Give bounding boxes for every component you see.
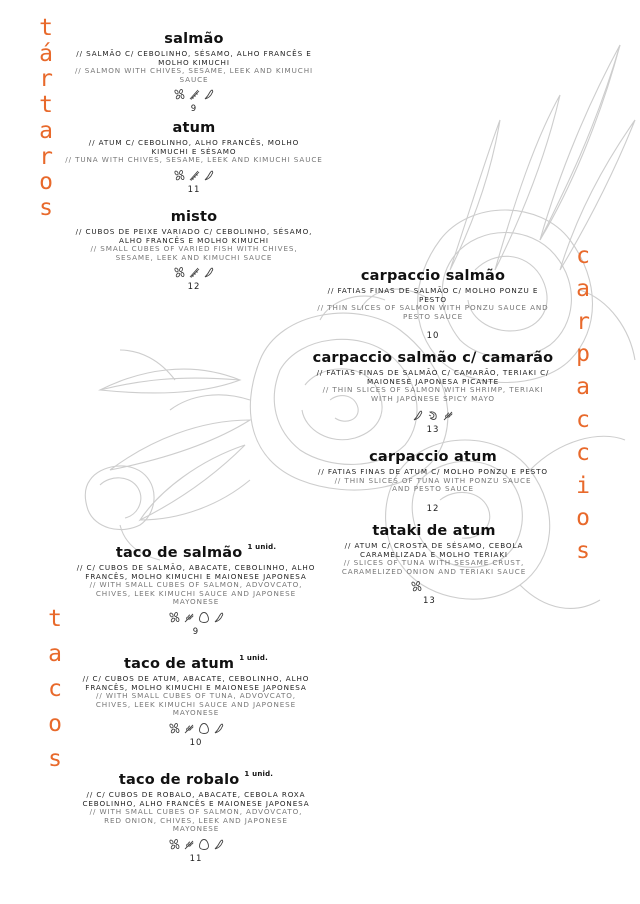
title-letter: a bbox=[576, 374, 590, 401]
section-title-carpaccios bbox=[570, 240, 596, 568]
item-name: carpaccio salmão c/ camarão bbox=[312, 350, 554, 366]
item-unit: 1 unid. bbox=[247, 543, 277, 551]
section-title-tartaros bbox=[33, 16, 59, 222]
menu-item-tartaro-misto bbox=[64, 209, 324, 292]
menu-item-taco-robalo bbox=[72, 766, 320, 864]
chili-icon bbox=[203, 169, 215, 181]
sesame-icon bbox=[173, 266, 185, 278]
title-letter: c bbox=[576, 406, 590, 433]
title-letter: t bbox=[39, 92, 53, 119]
item-unit: 1 unid. bbox=[239, 654, 268, 662]
item-description-en: // TUNA WITH CHIVES, SESAME, LEEK AND KIMUCHI SAUCE bbox=[65, 155, 323, 165]
item-description-pt: // FATIAS FINAS DE SALMÃO C/ CAMARÃO, TERIAKI C/ MAIONESE JAPONESA PICANTE bbox=[316, 368, 550, 386]
menu-item-taco-atum bbox=[72, 650, 320, 748]
item-price: 13 bbox=[426, 425, 440, 436]
title-letter: p bbox=[576, 341, 590, 368]
item-description-en: // THIN SLICES OF SALMON WITH SHRIMP, TERIAKI WITH JAPONESE SPICY MAYO bbox=[322, 385, 544, 403]
leek-icon bbox=[188, 169, 200, 181]
shrimp-icon bbox=[427, 409, 439, 421]
item-price: 10 bbox=[189, 737, 203, 748]
item-description-en: // SALMON WITH CHIVES, SESAME, LEEK AND KIMUCHI SAUCE bbox=[74, 66, 314, 84]
sesame-icon bbox=[410, 580, 422, 592]
item-price: 12 bbox=[187, 282, 201, 293]
item-name-text: taco de robalo bbox=[118, 772, 240, 788]
item-name: atum bbox=[172, 120, 216, 136]
title-letter: c bbox=[576, 243, 590, 269]
item-name bbox=[72, 766, 320, 789]
title-letter: r bbox=[39, 143, 53, 170]
title-letter: o bbox=[576, 505, 590, 532]
title-letter: o bbox=[39, 169, 53, 196]
menu-item-carpaccio-atum bbox=[306, 449, 560, 514]
egg-icon bbox=[198, 611, 210, 623]
title-letter: o bbox=[48, 711, 62, 737]
chili-icon bbox=[203, 88, 215, 100]
menu-item-tartaro-salmao bbox=[64, 31, 324, 114]
leek-icon bbox=[188, 266, 200, 278]
item-description-pt: // FATIAS FINAS DE SALMÃO C/ MOLHO PONZU E PESTO bbox=[327, 286, 539, 304]
item-description-pt: // FATIAS FINAS DE ATUM C/ MOLHO PONZU E PESTO bbox=[318, 467, 548, 476]
section-title-tacos bbox=[42, 602, 68, 777]
item-description-pt: // ATUM C/ CROSTA DE SÉSAMO, CEBOLA CARAMELIZADA E MOLHO TERIAKI bbox=[344, 541, 524, 559]
item-name: tataki de atum bbox=[372, 523, 496, 539]
sesame-icon bbox=[168, 838, 180, 850]
item-name-text: taco de salmão bbox=[115, 545, 243, 561]
allergen-icons bbox=[64, 88, 324, 100]
item-description-en: // WITH SMALL CUBES OF SALMON, ADVOVCATO, CHIVES, LEEK KIMUCHI SAUCE AND JAPONESE MAYONESE bbox=[89, 580, 303, 607]
item-name: salmão bbox=[164, 31, 224, 47]
title-letter: s bbox=[48, 746, 62, 772]
item-name: misto bbox=[170, 209, 218, 225]
item-price: 10 bbox=[426, 331, 440, 342]
item-name-text: taco de atum bbox=[124, 656, 235, 672]
title-letter: a bbox=[39, 117, 53, 144]
allergen-icons bbox=[72, 611, 320, 623]
title-letter: a bbox=[48, 641, 62, 667]
item-unit: 1 unid. bbox=[244, 770, 274, 778]
title-letter: r bbox=[39, 66, 53, 93]
herb-icon bbox=[183, 611, 195, 623]
chili-icon bbox=[213, 722, 225, 734]
item-description-pt: // C/ CUBOS DE ROBALO, ABACATE, CEBOLA ROXA CEBOLINHO, ALHO FRANCÊS E MAIONESE JAPONESA bbox=[82, 790, 310, 808]
chili-icon bbox=[213, 838, 225, 850]
item-description-pt: // C/ CUBOS DE SALMÃO, ABACATE, CEBOLINHO, ALHO FRANCÊS, MOLHO KIMUCHI E MAIONESE JAPONESA bbox=[76, 563, 316, 581]
chili-icon bbox=[213, 611, 225, 623]
title-letter: c bbox=[576, 439, 590, 466]
item-price: 9 bbox=[190, 104, 198, 115]
sesame-icon bbox=[168, 722, 180, 734]
item-description-en: // SMALL CUBES OF VARIED FISH WITH CHIVES, SESAME, LEEK AND KIMUCHI SAUCE bbox=[90, 244, 298, 262]
item-description-en: // SLICES OF TUNA WITH SESAME CRUST, CARAMELIZED ONION AND TERIAKI SAUCE bbox=[341, 558, 527, 576]
menu-item-tartaro-atum bbox=[64, 120, 324, 195]
title-letter: t bbox=[39, 15, 53, 41]
item-description-pt: // C/ CUBOS DE ATUM, ABACATE, CEBOLINHO, ALHO FRANCÊS, MOLHO KIMUCHI E MAIONESE JAPONESA bbox=[82, 674, 310, 692]
allergen-icons bbox=[72, 722, 320, 734]
egg-icon bbox=[198, 722, 210, 734]
item-price: 12 bbox=[426, 503, 440, 514]
item-description-pt: // SALMÃO C/ CEBOLINHO, SÉSAMO, ALHO FRANCÊS E MOLHO KIMUCHI bbox=[76, 49, 312, 67]
herb-icon bbox=[183, 722, 195, 734]
item-description-en: // THIN SLICES OF SALMON WITH PONZU SAUCE AND PESTO SAUCE bbox=[317, 303, 549, 321]
item-description-en: // WITH SMALL CUBES OF SALMON, ADVOVCATO, RED ONION, CHIVES, LEEK AND JAPONESE MAYONESE bbox=[89, 807, 303, 834]
herb-icon bbox=[442, 409, 454, 421]
title-letter: a bbox=[576, 275, 590, 302]
sesame-icon bbox=[168, 611, 180, 623]
item-name: carpaccio atum bbox=[369, 449, 497, 465]
item-price: 11 bbox=[189, 853, 203, 864]
menu-item-taco-salmao bbox=[72, 539, 320, 637]
allergen-icons bbox=[306, 409, 560, 421]
item-name: carpaccio salmão bbox=[360, 268, 506, 284]
allergen-icons bbox=[64, 169, 324, 181]
title-letter: i bbox=[576, 472, 590, 499]
item-description-en: // THIN SLICES OF TUNA WITH PONZU SAUCE AND PESTO SAUCE bbox=[334, 475, 532, 494]
egg-icon bbox=[198, 838, 210, 850]
item-price: 13 bbox=[423, 596, 436, 607]
herb-icon bbox=[183, 838, 195, 850]
menu-item-carpaccio-salmao bbox=[306, 268, 560, 341]
menu-item-carpaccio-salmao-camarao bbox=[306, 350, 560, 435]
title-letter: á bbox=[39, 40, 53, 67]
sesame-icon bbox=[173, 88, 185, 100]
item-name bbox=[72, 539, 320, 562]
item-price: 9 bbox=[192, 626, 200, 637]
chili-icon bbox=[203, 266, 215, 278]
title-letter: s bbox=[576, 538, 590, 565]
item-price: 11 bbox=[187, 184, 201, 195]
menu-item-tataki-atum bbox=[320, 523, 548, 606]
item-description-pt: // ATUM C/ CEBOLINHO, ALHO FRANCÊS, MOLHO KIMUCHI E SÉSAMO bbox=[88, 138, 300, 156]
item-name bbox=[72, 650, 320, 673]
item-description-en: // WITH SMALL CUBES OF TUNA, ADVOVCATO, CHIVES, LEEK KIMUCHI SAUCE AND JAPONESE MAYONESE bbox=[95, 691, 297, 718]
item-description-pt: // CUBOS DE PEIXE VARIADO C/ CEBOLINHO, SÉSAMO, ALHO FRANCÊS E MOLHO KIMUCHI bbox=[75, 227, 313, 245]
chili-icon bbox=[412, 409, 424, 421]
sesame-icon bbox=[173, 169, 185, 181]
allergen-icons bbox=[320, 580, 548, 592]
allergen-icons bbox=[72, 838, 320, 850]
title-letter: t bbox=[48, 606, 62, 632]
title-letter: c bbox=[48, 676, 62, 702]
title-letter: r bbox=[576, 308, 590, 335]
leek-icon bbox=[188, 88, 200, 100]
allergen-icons bbox=[64, 266, 324, 278]
title-letter: s bbox=[39, 194, 53, 221]
